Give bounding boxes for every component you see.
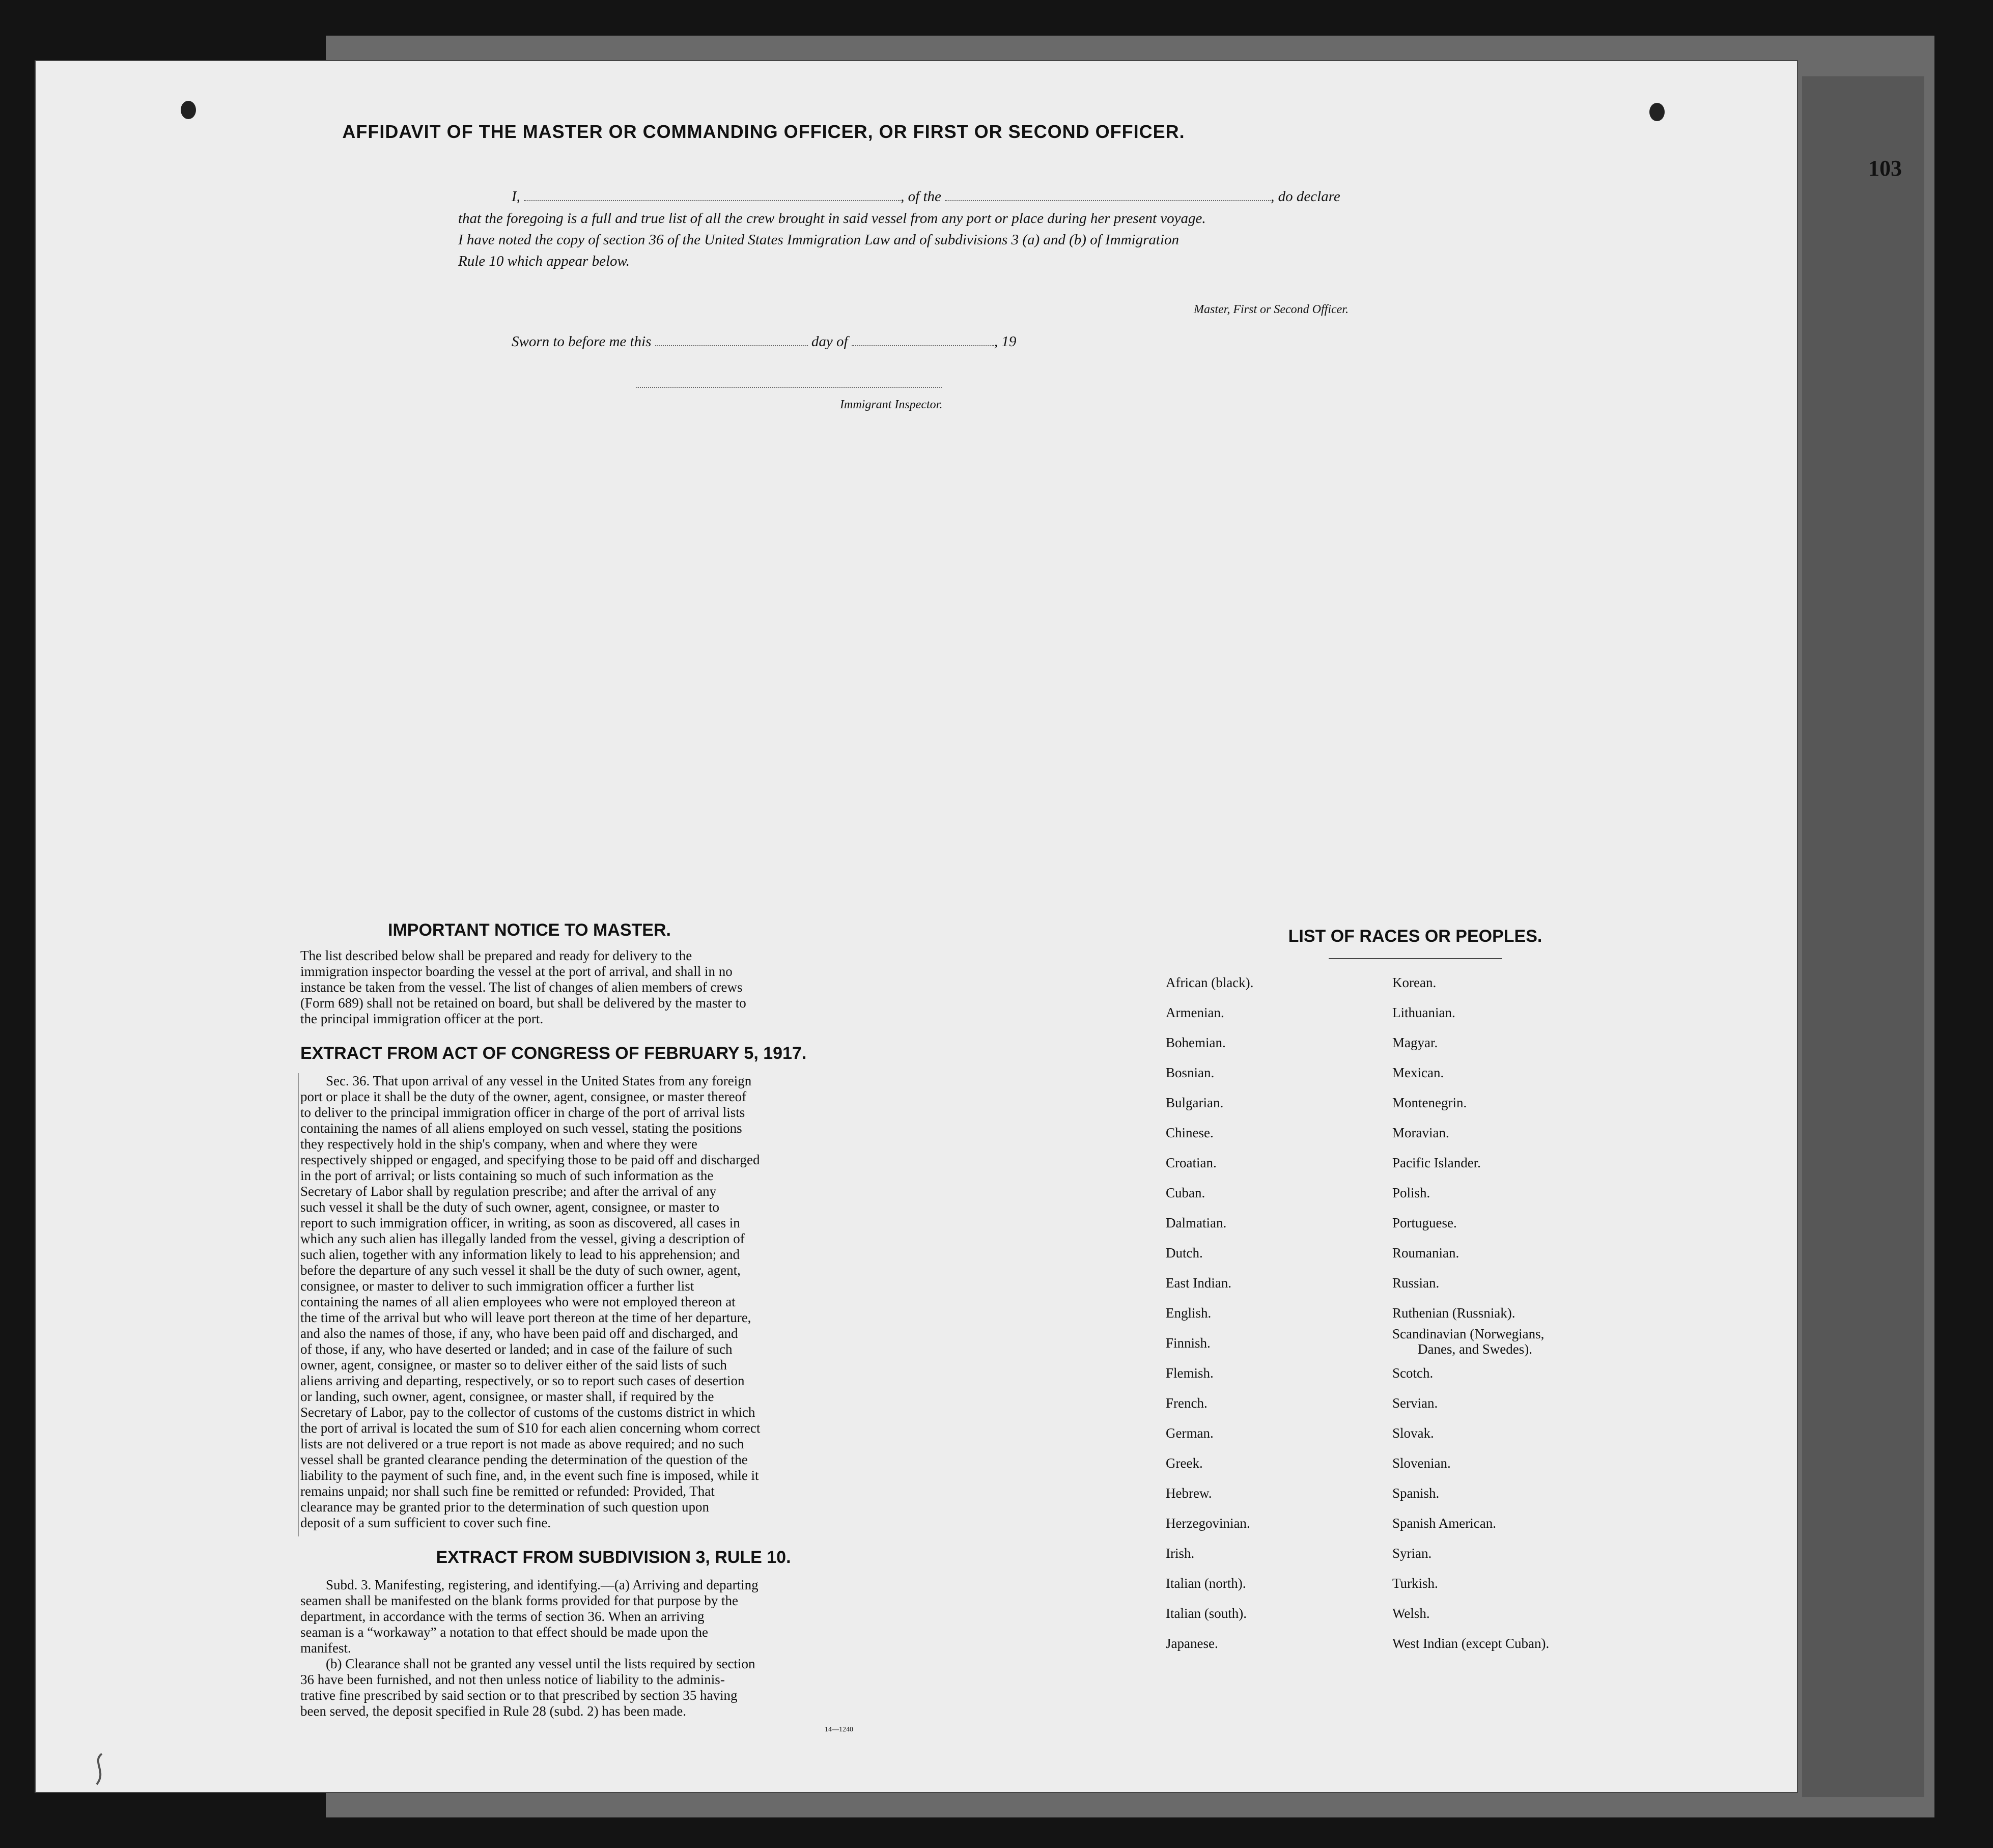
race-item: Turkish. (1392, 1576, 1438, 1591)
race-item: Polish. (1392, 1185, 1430, 1200)
race-item: Lithuanian. (1392, 1005, 1455, 1020)
notice-line: the principal immigration officer at the port. (300, 1011, 544, 1026)
race-item: Spanish. (1392, 1486, 1440, 1501)
race-item: Pacific Islander. (1392, 1155, 1481, 1170)
race-item: West Indian (except Cuban). (1392, 1636, 1550, 1651)
race-item: Ruthenian (Russniak). (1392, 1305, 1515, 1321)
race-item: Roumanian. (1392, 1245, 1459, 1261)
race-item: German. (1166, 1425, 1214, 1441)
act-line: Sec. 36. That upon arrival of any vessel in the United States from any foreign (326, 1073, 752, 1088)
act-line: vessel shall be granted clearance pending the determination of the question of the (300, 1452, 748, 1467)
act-line: before the departure of any such vessel it shall be the duty of such owner, agent, (300, 1263, 741, 1278)
act-line: of those, if any, who have deserted or landed; and in case of the failure of such (300, 1341, 733, 1357)
inspector-signature-blank (636, 387, 942, 388)
race-item: Bosnian. (1166, 1065, 1215, 1080)
act-line: aliens arriving and departing, respectively, or so to report such cases of desertion (300, 1373, 745, 1388)
page-number: 103 (1868, 156, 1902, 181)
act-line: respectively shipped or engaged, and specifying those to be paid off and discharged (300, 1152, 760, 1167)
sworn-day-blank (655, 345, 808, 346)
act-line: clearance may be granted prior to the determination of such question upon (300, 1499, 709, 1515)
name-blank (524, 200, 901, 201)
act-extract-title: EXTRACT FROM ACT OF CONGRESS OF FEBRUARY 5, 1917. (300, 1044, 807, 1063)
affidavit-declare: , do declare (1271, 188, 1340, 205)
act-line: which any such alien has illegally landed from the vessel, giving a description of (300, 1231, 745, 1246)
act-line: or landing, such owner, agent, consignee, or master shall, if required by the (300, 1389, 714, 1404)
act-line: in the port of arrival; or lists containing so much of such information as the (300, 1168, 714, 1183)
race-item: Hebrew. (1166, 1486, 1212, 1501)
sworn-year: , 19 (994, 333, 1017, 350)
race-item: Servian. (1392, 1395, 1438, 1411)
rule-line: seamen shall be manifested on the blank forms provided for that purpose by the (300, 1593, 739, 1608)
notice-line: The list described below shall be prepared and ready for delivery to the (300, 948, 692, 963)
rule-line: manifest. (300, 1640, 351, 1656)
race-item: Bohemian. (1166, 1035, 1226, 1050)
rule-line: (b) Clearance shall not be granted any vessel until the lists required by section (326, 1656, 755, 1671)
notice-line: instance be taken from the vessel. The list of changes of alien members of crews (300, 979, 743, 995)
race-item-scandinavian: Scandinavian (Norwegians, (1392, 1326, 1545, 1341)
master-signature-caption: Master, First or Second Officer. (1194, 303, 1349, 316)
rule-line: seaman is a “workaway” a notation to that effect should be made upon the (300, 1625, 708, 1640)
rule-line: Subd. 3. Manifesting, registering, and identifying.—(a) Arriving and departing (326, 1577, 759, 1592)
race-item: Montenegrin. (1392, 1095, 1467, 1110)
rule-line: been served, the deposit specified in Rule 28 (subd. 2) has been made. (300, 1703, 687, 1719)
act-line: liability to the payment of such fine, and, in the event such fine is imposed, while it (300, 1468, 759, 1483)
race-item: Portuguese. (1392, 1215, 1457, 1230)
rule-line: 36 have been furnished, and not then unless notice of liability to the adminis- (300, 1672, 725, 1687)
notice-line: immigration inspector boarding the vessel at the port of arrival, and shall in no (300, 964, 733, 979)
race-item: Armenian. (1166, 1005, 1224, 1020)
act-line: deposit of a sum sufficient to cover such fine. (300, 1515, 551, 1530)
act-line: containing the names of all alien employees who were not employed thereon at (300, 1294, 736, 1309)
race-item: Italian (north). (1166, 1576, 1246, 1591)
act-line: consignee, or master to deliver to such immigration officer a further list (300, 1278, 694, 1294)
sworn-month-blank (852, 345, 994, 346)
inspector-caption: Immigrant Inspector. (840, 398, 943, 411)
race-item: Greek. (1166, 1455, 1203, 1471)
affidavit-i: I, (512, 188, 520, 205)
race-item: Slovak. (1392, 1425, 1434, 1441)
race-item: African (black). (1166, 975, 1254, 990)
act-line: owner, agent, consignee, or master so to deliver either of the said lists of such (300, 1357, 727, 1373)
race-item: Chinese. (1166, 1125, 1214, 1140)
underlying-sheet-edge (1802, 76, 1924, 1797)
race-item: Finnish. (1166, 1335, 1211, 1351)
act-line: such alien, together with any information likely to lead to his apprehension; and (300, 1247, 740, 1262)
races-title-rule (1329, 958, 1502, 959)
act-line: such vessel it shall be the duty of such owner, agent, consignee, or master to (300, 1199, 719, 1215)
act-line: report to such immigration officer, in writing, as soon as discovered, all cases in (300, 1215, 740, 1230)
sworn-text: Sworn to before me this (512, 333, 652, 350)
act-line: the port of arrival is located the sum of $10 for each alien concerning whom correct (300, 1420, 761, 1436)
act-line: they respectively hold in the ship's company, when and where they were (300, 1136, 697, 1152)
punch-hole-icon (181, 101, 196, 119)
race-item: Dutch. (1166, 1245, 1203, 1261)
act-extract-body (300, 1073, 927, 1531)
sworn-line (512, 331, 1016, 352)
race-item: Flemish. (1166, 1365, 1214, 1381)
affidavit-line-4: Rule 10 which appear below. (458, 253, 630, 269)
race-item: Irish. (1166, 1546, 1195, 1561)
notice-paragraph (300, 948, 927, 1027)
race-item: Mexican. (1392, 1065, 1444, 1080)
act-line: lists are not delivered or a true report is not made as above required; and no such (300, 1436, 744, 1451)
notice-title: IMPORTANT NOTICE TO MASTER. (388, 920, 671, 940)
race-item-continuation: Danes, and Swedes). (1418, 1341, 1532, 1357)
act-margin-rule (298, 1073, 299, 1536)
affidavit-page (36, 61, 1797, 1792)
race-item: Moravian. (1392, 1125, 1449, 1140)
race-item: Magyar. (1392, 1035, 1438, 1050)
race-item: Bulgarian. (1166, 1095, 1224, 1110)
notice-line: (Form 689) shall not be retained on board, but shall be delivered by the master to (300, 995, 746, 1011)
punch-hole-icon (1649, 103, 1665, 121)
affidavit-line-1 (512, 186, 1340, 207)
race-item: Croatian. (1166, 1155, 1217, 1170)
rule-extract-body (300, 1577, 927, 1719)
affidavit-title: AFFIDAVIT OF THE MASTER OR COMMANDING OFFICER, OR FIRST OR SECOND OFFICER. (342, 121, 1185, 142)
form-number: 14—1240 (825, 1726, 853, 1733)
act-line: Secretary of Labor shall by regulation prescribe; and after the arrival of any (300, 1184, 717, 1199)
act-line: port or place it shall be the duty of the owner, agent, consignee, or master thereof (300, 1089, 747, 1104)
race-item (1392, 1326, 1544, 1357)
act-line: to deliver to the principal immigration officer in charge of the port of arrival lists (300, 1105, 745, 1120)
race-item: Slovenian. (1392, 1455, 1451, 1471)
rule-line: trative fine prescribed by said section or to that prescribed by section 35 having (300, 1688, 738, 1703)
race-item: French. (1166, 1395, 1208, 1411)
race-item: Syrian. (1392, 1546, 1432, 1561)
race-item: Cuban. (1166, 1185, 1205, 1200)
affidavit-of-the: , of the (901, 188, 941, 205)
handwritten-mark (87, 1751, 117, 1787)
vessel-blank (945, 200, 1271, 201)
race-item: Spanish American. (1392, 1516, 1496, 1531)
rule-line: department, in accordance with the terms of section 36. When an arriving (300, 1609, 705, 1624)
act-line: and also the names of those, if any, who have been paid off and discharged, and (300, 1326, 738, 1341)
race-item: English. (1166, 1305, 1212, 1321)
act-line: containing the names of all aliens employed on such vessel, stating the positions (300, 1121, 742, 1136)
act-line: remains unpaid; nor shall such fine be remitted or refunded: Provided, That (300, 1483, 715, 1499)
act-line: Secretary of Labor, pay to the collector of customs of the customs district in which (300, 1405, 755, 1420)
race-item: Russian. (1392, 1275, 1440, 1291)
rule-extract-title: EXTRACT FROM SUBDIVISION 3, RULE 10. (436, 1548, 791, 1567)
act-line: the time of the arrival but who will leave port thereon at the time of her departure, (300, 1310, 751, 1325)
affidavit-line-2: that the foregoing is a full and true list of all the crew brought in said vessel from any port or place during her present voyage. (458, 210, 1206, 227)
race-item: Italian (south). (1166, 1606, 1247, 1621)
race-item: East Indian. (1166, 1275, 1231, 1291)
race-item: Japanese. (1166, 1636, 1218, 1651)
affidavit-line-3: I have noted the copy of section 36 of the United States Immigration Law and of subdivisions 3 (a) and (b) of Immigration (458, 232, 1180, 248)
races-title: LIST OF RACES OR PEOPLES. (1288, 927, 1542, 946)
race-item: Herzegovinian. (1166, 1516, 1250, 1531)
race-item: Korean. (1392, 975, 1437, 990)
sworn-day-of: day of (811, 333, 848, 350)
race-item: Welsh. (1392, 1606, 1430, 1621)
race-item: Scotch. (1392, 1365, 1434, 1381)
race-item: Dalmatian. (1166, 1215, 1227, 1230)
